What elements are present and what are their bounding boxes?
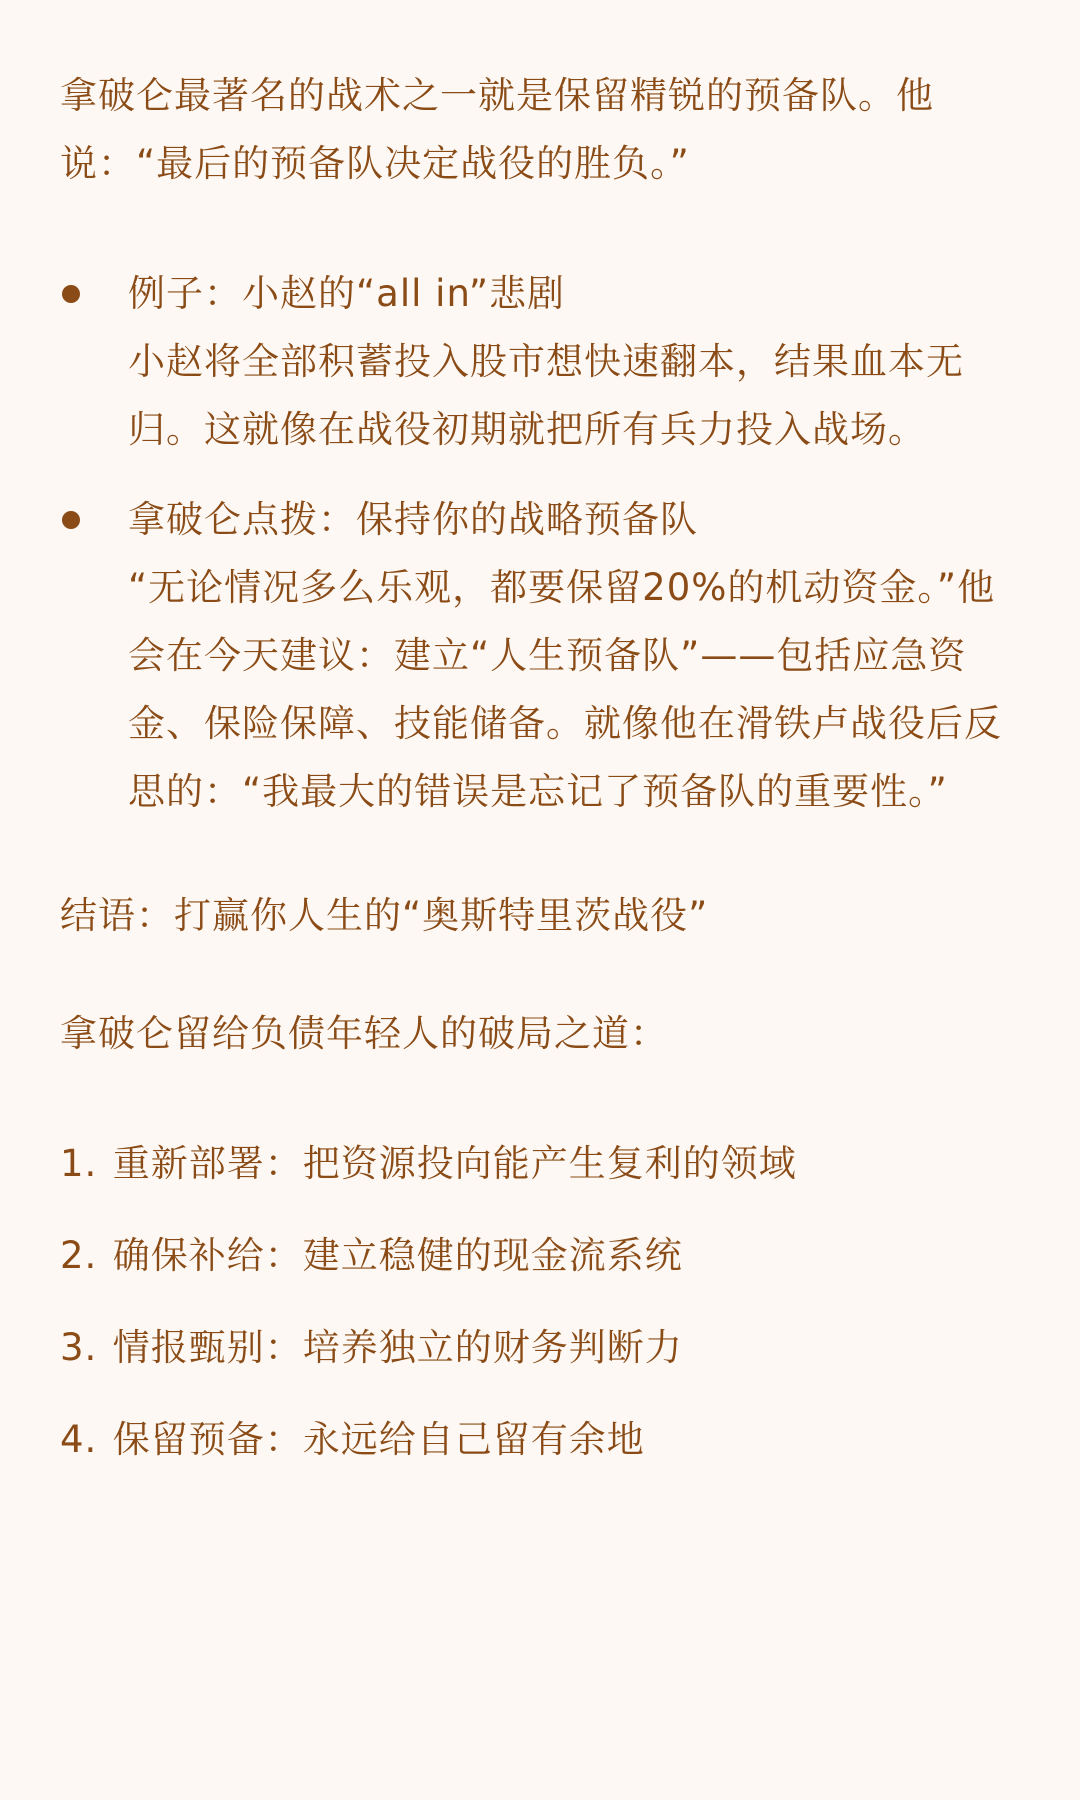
bullet-body: 小赵将全部积蓄投入股市想快速翻本，结果血本无归。这就像在战役初期就把所有兵力投入战场。 — [128, 340, 964, 451]
intro-paragraph: 拿破仑最著名的战术之一就是保留精锐的预备队。他说：“最后的预备队决定战役的胜负。” — [60, 74, 934, 185]
list-text: 情报甄别：培养独立的财务判断力 — [112, 1326, 683, 1369]
bullet-item — [60, 260, 1020, 464]
bullet-dot-icon — [62, 285, 80, 303]
numbered-item — [60, 1314, 1020, 1382]
bullet-body: “无论情况多么乐观，都要保留20%的机动资金。”他会在今天建议：建立“人生预备队”——包括应急资金、保险保障、技能储备。就像他在滑铁卢战役后反思的：“我最大的错误是忘记了预备队的重要性。” — [128, 566, 1002, 813]
bullet-item — [60, 486, 1020, 826]
list-number: 4. — [60, 1418, 98, 1461]
conclusion-intro: 拿破仑留给负债年轻人的破局之道： — [60, 1012, 668, 1055]
conclusion-title: 结语：打赢你人生的“奥斯特里茨战役” — [60, 894, 709, 937]
numbered-item — [60, 1406, 1020, 1474]
bullet-title: 拿破仑点拨：保持你的战略预备队 — [128, 498, 698, 541]
list-text: 确保补给：建立稳健的现金流系统 — [112, 1234, 683, 1277]
bullet-list — [60, 260, 1020, 826]
numbered-item — [60, 1130, 1020, 1198]
list-number: 2. — [60, 1234, 98, 1277]
numbered-item — [60, 1222, 1020, 1290]
bullet-title: 例子：小赵的“all in”悲剧 — [128, 272, 566, 315]
bullet-dot-icon — [62, 511, 80, 529]
numbered-list — [60, 1130, 1020, 1474]
list-text: 重新部署：把资源投向能产生复利的领域 — [112, 1142, 797, 1185]
list-number: 1. — [60, 1142, 98, 1185]
list-number: 3. — [60, 1326, 98, 1369]
list-text: 保留预备：永远给自己留有余地 — [112, 1418, 645, 1461]
